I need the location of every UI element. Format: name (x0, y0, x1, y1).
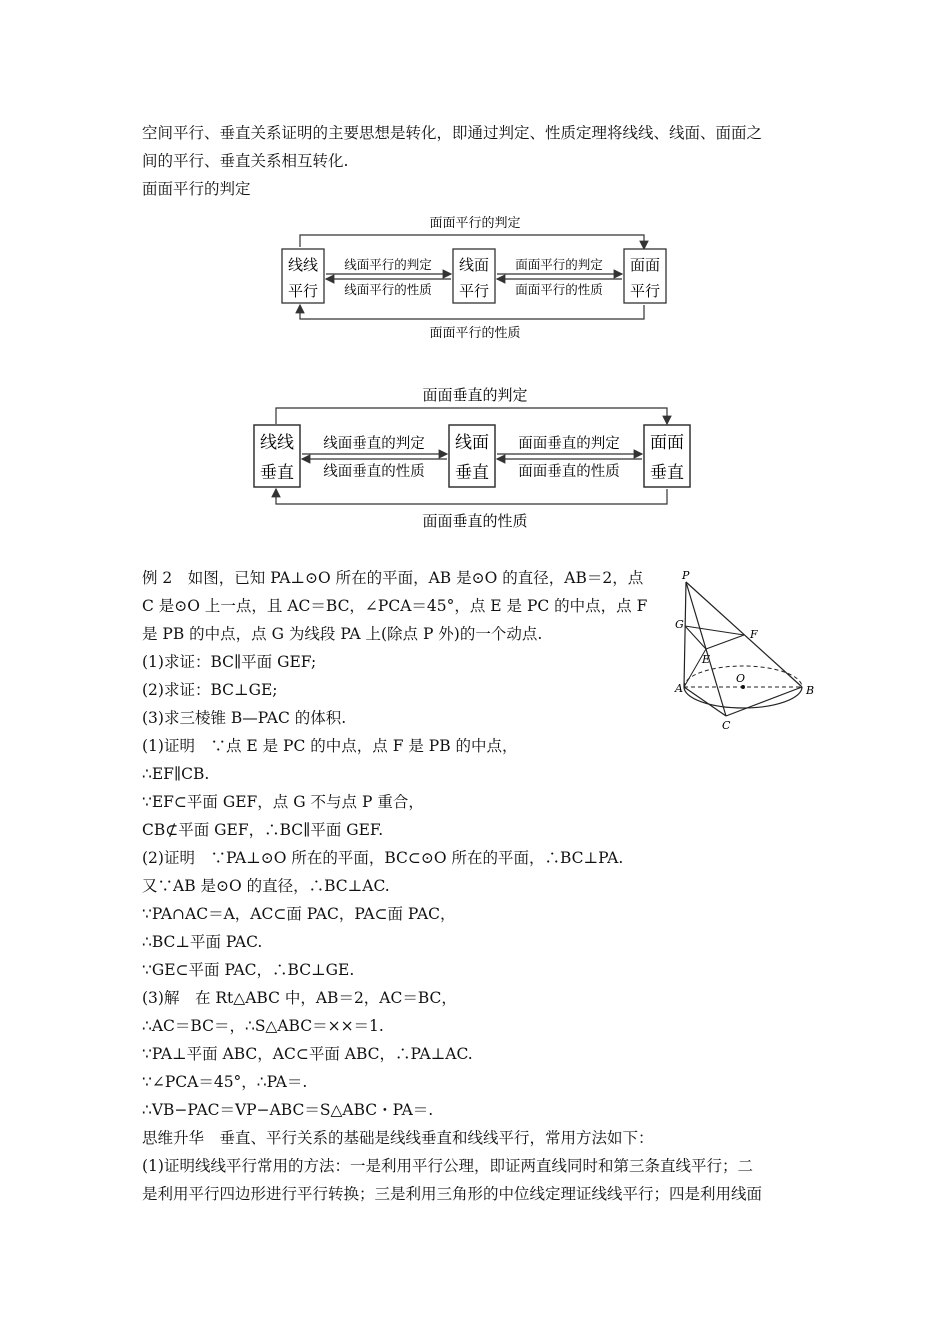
perp-bottom-label: 面面垂直的性质 (422, 512, 528, 530)
parallel-box3-l1: 面面 (629, 256, 661, 274)
intro-line-1: 空间平行、垂直关系证明的主要思想是转化，即通过判定、性质定理将线线、线面、面面之 (142, 124, 763, 142)
example-line-4: (1)求证：BC∥平面 GEF; (142, 653, 317, 671)
example-line-16: (3)解 在 Rt△ABC 中，AB＝2，AC＝BC， (142, 989, 457, 1007)
label-f: F (750, 628, 758, 641)
parallel-box2-l2: 平行 (458, 282, 490, 300)
example-line-17: ∴AC＝BC＝，∴S△ABC＝××＝1. (142, 1017, 384, 1035)
base-circle-front (684, 687, 802, 708)
parallel-top-label: 面面平行的判定 (429, 216, 521, 231)
section-heading: 面面平行的判定 (142, 180, 251, 198)
perp-box1-l2: 垂直 (260, 463, 294, 483)
intro-line-2: 间的平行、垂直关系相互转化. (142, 152, 349, 170)
perp-arrow23-top: 面面垂直的判定 (518, 436, 620, 452)
label-b: B (806, 684, 815, 697)
parallel-arrow12-bottom: 线面平行的性质 (344, 282, 432, 297)
parallel-bottom-label: 面面平行的性质 (429, 326, 521, 341)
parallel-box1-l1: 线线 (287, 256, 319, 274)
parallel-top-arrow (300, 235, 644, 249)
example-line-14: ∴BC⊥平面 PAC. (142, 933, 263, 951)
parallel-arrow23-top: 面面平行的判定 (515, 257, 603, 272)
perp-arrow23-bottom: 面面垂直的性质 (518, 464, 620, 480)
parallel-box2-l1: 线面 (458, 256, 490, 274)
parallel-arrow12-top: 线面平行的判定 (344, 257, 432, 272)
example-line-13: ∵PA∩AC＝A，AC⊂面 PAC，PA⊂面 PAC， (142, 905, 456, 923)
center-point (741, 685, 745, 689)
perp-box2-l1: 线面 (455, 433, 489, 453)
example-line-9: ∵EF⊂平面 GEF，点 G 不与点 P 重合， (142, 793, 424, 811)
example-line-22: (1)证明线线平行常用的方法：一是利用平行公理，即证两直线同时和第三条直线平行；二 (142, 1157, 753, 1175)
example-line-1: 例 2 如图，已知 PA⊥⊙O 所在的平面，AB 是⊙O 的直径，AB＝2，点 (142, 569, 644, 587)
perp-bottom-arrow (276, 489, 667, 504)
label-c: C (722, 719, 731, 732)
label-e: E (702, 653, 711, 666)
example-line-11: (2)证明 ∵PA⊥⊙O 所在的平面，BC⊂⊙O 所在的平面，∴BC⊥PA. (142, 849, 624, 867)
parallel-box3-l2: 平行 (629, 282, 661, 300)
label-a: A (675, 682, 683, 695)
perp-top-arrow (276, 408, 667, 424)
example-line-12: 又∵AB 是⊙O 的直径，∴BC⊥AC. (142, 877, 390, 895)
perp-box1-l1: 线线 (260, 433, 294, 453)
example-line-6: (3)求三棱锥 B—PAC 的体积. (142, 709, 347, 727)
perpendicular-relation-diagram (240, 380, 710, 535)
parallel-relation-diagram (270, 205, 680, 345)
parallel-bottom-arrow (300, 305, 644, 319)
example-line-5: (2)求证：BC⊥GE; (142, 681, 278, 699)
label-p: P (682, 569, 690, 582)
example-line-8: ∴EF∥CB. (142, 765, 210, 783)
perp-box3-l2: 垂直 (650, 463, 684, 483)
example-line-15: ∵GE⊂平面 PAC，∴BC⊥GE. (142, 961, 355, 979)
label-o: O (736, 672, 746, 685)
perp-box3-l1: 面面 (650, 433, 684, 453)
example-line-21: 思维升华 垂直、平行关系的基础是线线垂直和线线平行，常用方法如下： (142, 1129, 654, 1147)
perp-top-label: 面面垂直的判定 (422, 386, 528, 404)
parallel-box1-l2: 平行 (287, 282, 319, 300)
example-line-7: (1)证明 ∵点 E 是 PC 的中点，点 F 是 PB 的中点， (142, 737, 518, 755)
example-line-20: ∴VB−PAC＝VP−ABC＝S△ABC・PA＝. (142, 1101, 434, 1119)
perp-box2-l2: 垂直 (455, 463, 489, 483)
example-line-10: CB⊄平面 GEF，∴BC∥平面 GEF. (142, 821, 384, 839)
example-line-23: 是利用平行四边形进行平行转换；三是利用三角形的中位线定理证线线平行；四是利用线面 (142, 1185, 763, 1203)
example-line-19: ∵∠PCA＝45°，∴PA＝. (142, 1073, 308, 1091)
perp-arrow12-top: 线面垂直的判定 (323, 436, 425, 452)
example-line-18: ∵PA⊥平面 ABC，AC⊂平面 ABC，∴PA⊥AC. (142, 1045, 473, 1063)
perp-arrow12-bottom: 线面垂直的性质 (323, 464, 425, 480)
parallel-arrow23-bottom: 面面平行的性质 (515, 282, 603, 297)
example-line-2: C 是⊙O 上一点，且 AC＝BC，∠PCA＝45°，点 E 是 PC 的中点，点 F (142, 597, 648, 615)
example-line-3: 是 PB 的中点，点 G 为线段 PA 上(除点 P 外)的一个动点. (142, 625, 543, 643)
cone-geometry-figure (668, 568, 818, 738)
label-g: G (675, 618, 684, 631)
